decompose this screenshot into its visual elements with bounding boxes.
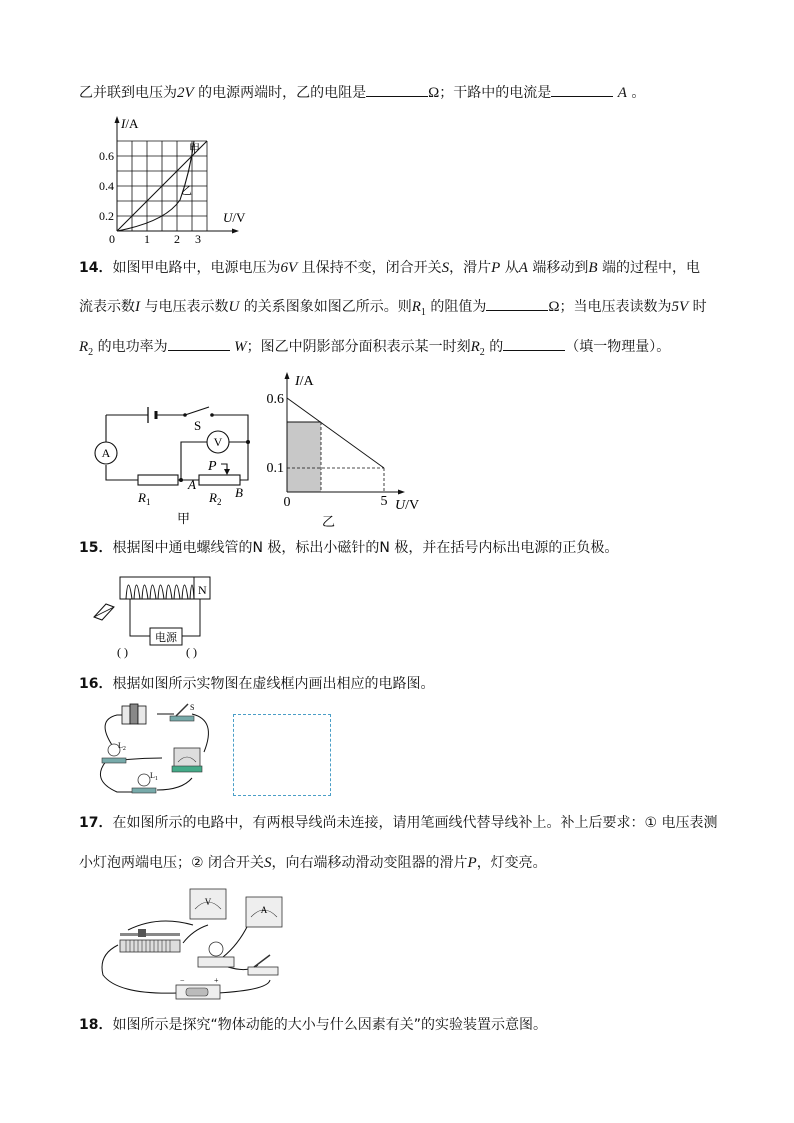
svg-text:S: S [190,703,195,712]
svg-text:V: V [213,435,223,449]
q14-shaded-area [287,422,321,492]
q14-blank-r1[interactable] [486,296,548,311]
q15-solenoid-diagram [90,571,220,661]
svg-text:B: B [235,485,243,500]
q15-solenoid-core [120,577,210,599]
q17-switch [248,955,278,975]
q16-battery [122,704,146,724]
q15-pole-n: N [198,583,207,597]
q14-blank-power[interactable] [168,336,230,351]
q16-physical-circuit [92,700,222,800]
svg-text:U/V: U/V [395,498,420,513]
q18-text: 18．如图所示是探究“物体动能的大小与什么因素有关”的实验装置示意图。 [79,1017,547,1033]
q14-line-1: 14．如图甲电路中，电源电压为6V 且保持不变，闭合开关S，滑片P 从A 端移动到B 端的过程中，电 [79,260,700,276]
svg-text:0.6: 0.6 [266,392,284,407]
svg-text:V: V [204,897,212,907]
svg-text:S: S [194,418,202,433]
q14-caption-jia: 甲 [177,512,191,527]
svg-text:I/A: I/A [295,374,314,389]
q14-line-3: $R_2$ 的电功率为 W；图乙中阴影部分面积表示某一时刻$R_2$ 的 （填一物理量）。 [79,336,670,363]
q16-switch [170,703,194,721]
q13-series-jia: 甲 [189,142,200,155]
q14-switch [185,407,209,415]
q14-iu-graph [255,367,435,532]
q13-iv-graph [95,112,255,246]
q15-text: 15．根据图中通电螺线管的N 极，标出小磁针的N 极，并在括号内标出电源的正负极。 [79,540,619,556]
svg-text:L2: $L_2$ [118,741,126,752]
q17-physical-circuit [98,885,298,1005]
q14-rheostat-r2 [199,475,240,485]
svg-text:A: A [188,477,196,492]
q13-ytick: 0.2 [99,209,114,223]
svg-text:电源: 电源 [155,631,177,644]
svg-text:A: A [260,905,268,915]
svg-text:+: + [214,976,219,985]
q17-bulb [198,942,234,967]
q17-ammeter [246,897,282,927]
q14-circuit-diagram [90,385,270,535]
q14-caption-yi: 乙 [322,515,336,530]
q15-paren-left[interactable]: ( ) [117,645,128,659]
q15-paren-right[interactable]: ( ) [186,645,197,659]
q17-rheostat [120,929,180,952]
q13-xtick: 2 [174,232,180,246]
q16-ammeter [172,748,202,772]
q17-voltmeter [190,889,226,919]
q14-blank-quantity[interactable] [503,336,565,351]
svg-text:L1: $L_1$ [150,771,158,782]
q17-battery [176,976,220,999]
q13-ytick: 0.6 [99,149,114,163]
svg-text:0.1: 0.1 [266,461,284,476]
svg-text:P: P [208,459,217,474]
q17-line-2: 小灯泡两端电压；② 闭合开关S，向右端移动滑动变阻器的滑片P，灯变亮。 [79,855,547,871]
q13-x-label: U/V [223,210,246,225]
q13-xtick: 1 [144,232,150,246]
q16-answer-box[interactable] [233,714,331,796]
q13-text-line: 乙并联到电压为2V 的电源两端时，乙的电阻是 Ω；干路中的电流是 A 。 [79,82,645,103]
svg-text:R1: $R_1$ [138,490,151,507]
q13-xtick: 3 [195,232,201,246]
q13-origin: 0 [109,232,115,246]
svg-text:0: 0 [283,495,291,510]
q13-blank-resistance[interactable] [366,82,428,97]
q16-text: 16．根据如图所示实物图在虚线框内画出相应的电路图。 [79,676,435,692]
q13-blank-current[interactable] [551,82,613,97]
q13-ytick: 0.4 [99,179,114,193]
q13-y-label: I/A [121,116,139,131]
q14-line-2: 流表示数I 与电压表示数U 的关系图象如图乙所示。则$R_1$ 的阻值为 Ω；当电压表读数为5V 时 [79,296,707,323]
q17-line-1: 17．在如图所示的电路中，有两根导线尚未连接，请用笔画线代替导线补上。补上后要求：① 电压表测 [79,815,718,831]
q14-resistor-r1 [138,475,178,485]
svg-text:−: − [180,976,185,985]
svg-text:A: A [101,446,111,460]
svg-text:5: 5 [380,494,388,509]
svg-text:R2: $R_2$ [209,490,222,507]
q16-bulb-l2 [102,741,126,763]
q16-bulb-l1 [132,771,158,793]
q13-series-yi: 乙 [181,184,192,197]
